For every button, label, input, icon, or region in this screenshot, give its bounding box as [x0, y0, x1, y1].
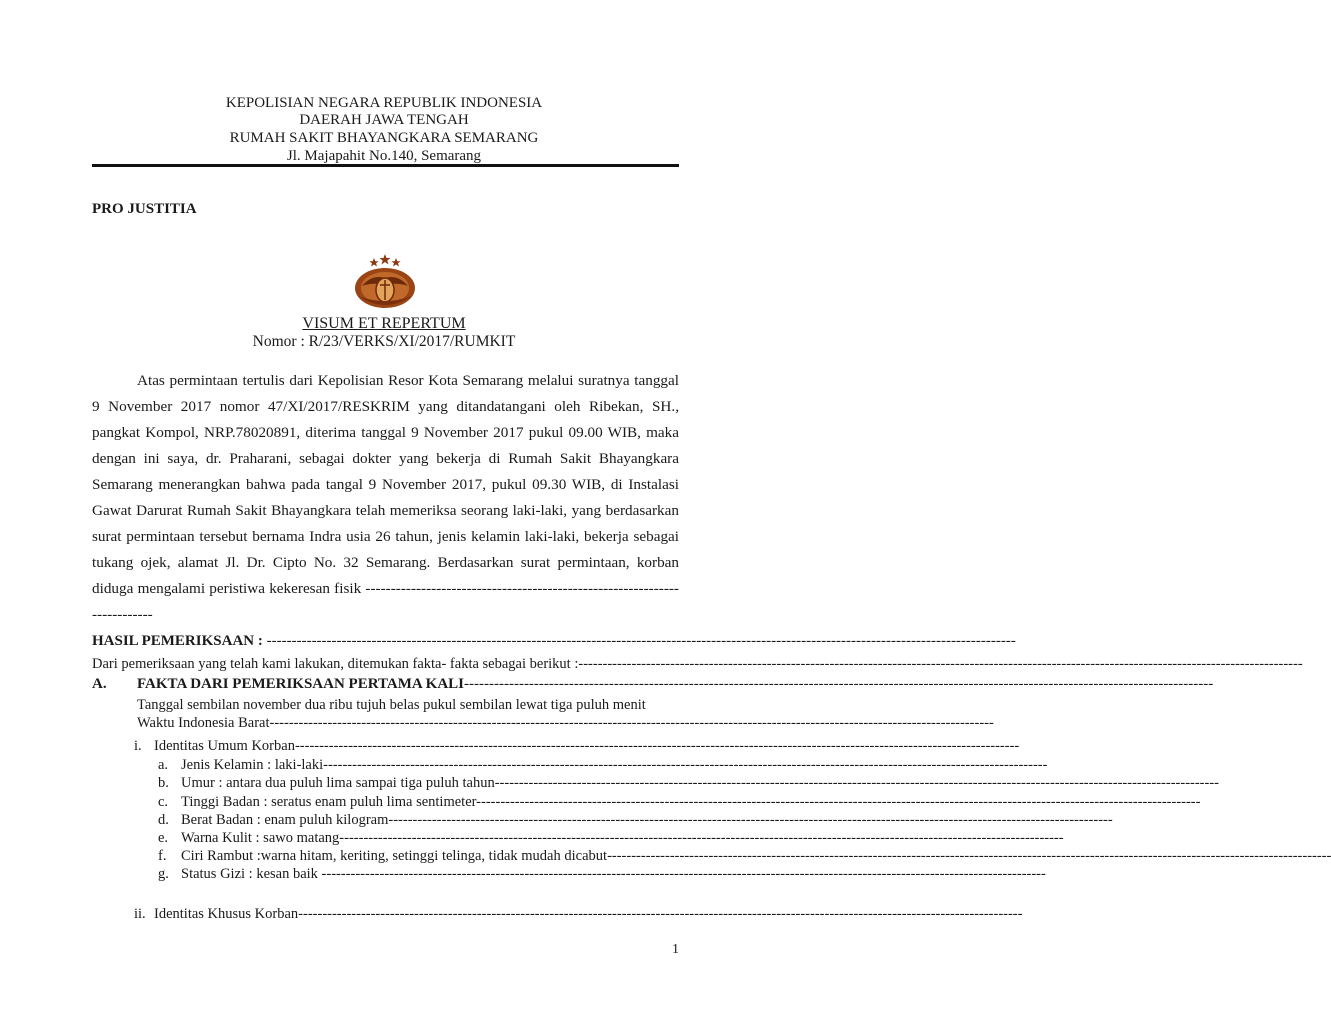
document-number: Nomor : R/23/VERKS/XI/2017/RUMKIT [252, 333, 516, 350]
identitas-umum-label: Identitas Umum Korban [154, 738, 295, 754]
section-a-title: FAKTA DARI PEMERIKSAAN PERTAMA KALI [137, 676, 464, 692]
list-item-text: Jenis Kelamin : laki-laki [181, 757, 324, 773]
list-item-marker: a. [158, 757, 169, 773]
section-a-marker: A. [92, 676, 107, 692]
header-institution: KEPOLISIAN NEGARA REPUBLIK INDONESIA [225, 95, 543, 111]
header-hospital: RUMAH SAKIT BHAYANGKARA SEMARANG [229, 130, 539, 146]
list-item [181, 847, 675, 865]
list-item [181, 865, 675, 883]
page-number: 1 [672, 942, 679, 957]
list-item-text: Ciri Rambut :warna hitam, keriting, setinggi telinga, tidak mudah dicabut [181, 848, 608, 864]
list-item-text: Warna Kulit : sawo matang [181, 830, 340, 846]
hasil-intro-line [92, 655, 679, 673]
list-item-text: Umur : antara dua puluh lima sampai tiga puluh tahun [181, 775, 495, 791]
list-item [181, 829, 679, 847]
section-a-title-line [137, 675, 679, 693]
header-divider [92, 164, 679, 167]
list-item-text: Tinggi Badan : seratus enam puluh lima sentimeter [181, 794, 477, 810]
identitas-khusus-row [154, 905, 675, 923]
opening-paragraph: Atas permintaan tertulis dari Kepolisian Resor Kota Semarang melalui suratnya tanggal 9 November 2017 nomor 47/XI/2017/RESKRIM yang ditandatangani oleh Ribekan, SH., pangkat Kompol, NRP.78020891, diterima tanggal 9 November 2017 pukul 09.00 WIB, maka dengan ini saya, dr. Praharani, sebagai dokter yang bekerja di Rumah Sakit Bhayangkara Semarang menerangkan bahwa pada tangal 9 November 2017, pukul 09.30 WIB, di Instalasi Gawat Darurat Rumah Sakit Bhayangkara telah memeriksa seorang laki-laki, yang berdasarkan surat permintaan tersebut bernama Indra usia 26 tahun, jenis kelamin laki-laki, bekerja sebagai tukang ojek, alamat Jl. Dr. Cipto No. 32 Semarang. Berdasarkan surat permintaan, korban diduga mengalami peristiwa kekeresan fisik -------------------------------------------------------------------------- [92, 372, 679, 623]
header-address: Jl. Majapahit No.140, Semarang [286, 148, 482, 164]
document-title: VISUM ET REPERTUM [302, 315, 466, 332]
hasil-heading-line [92, 632, 679, 650]
identitas-khusus-marker: ii. [134, 906, 146, 922]
list-item-marker: c. [158, 794, 169, 810]
hasil-intro: Dari pemeriksaan yang telah kami lakukan, ditemukan fakta- fakta sebagai berikut : [92, 656, 579, 672]
section-a-line2-row [137, 714, 679, 732]
list-item-text: Status Gizi : kesan baik [181, 866, 322, 882]
pro-justitia-label: PRO JUSTITIA [92, 201, 197, 217]
list-item-marker: d. [158, 812, 169, 828]
list-item-marker: f. [158, 848, 167, 864]
list-item [181, 756, 679, 774]
identitas-umum-row [154, 737, 679, 755]
list-item-text: Berat Badan : enam puluh kilogram [181, 812, 389, 828]
opening-paragraph-text: Atas permintaan tertulis dari Kepolisian Resor Kota Semarang melalui suratnya tanggal 9 November 2017 nomor 47/XI/2017/RESKRIM yang ditandatangani oleh Ribekan, SH., pangkat Kompol, NRP.78020891, diterima tanggal 9 November 2017 pukul 09.00 WIB, maka dengan ini saya, dr. Praharani, sebagai dokter yang bekerja di Rumah Sakit Bhayangkara Semarang menerangkan bahwa pada tangal 9 November 2017, pukul 09.30 WIB, di Instalasi Gawat Darurat Rumah Sakit Bhayangkara telah memeriksa seorang laki-laki, yang berdasarkan surat permintaan tersebut bernama Indra usia 26 tahun, jenis kelamin laki-laki, bekerja sebagai tukang ojek, alamat Jl. Dr. Cipto No. 32 Semarang. Berdasarkan surat permintaan, korban diduga mengalami peristiwa kekeresan fisik [92, 372, 679, 597]
hasil-heading: HASIL PEMERIKSAAN : [92, 633, 263, 649]
list-item [181, 793, 675, 811]
police-emblem-icon [352, 252, 418, 312]
identitas-umum-marker: i. [134, 738, 142, 754]
list-item-marker: e. [158, 830, 169, 846]
section-a-line2: Waktu Indonesia Barat [137, 715, 270, 731]
list-item [181, 811, 679, 829]
header-region: DAERAH JAWA TENGAH [299, 112, 469, 128]
list-item-marker: b. [158, 775, 169, 791]
identitas-khusus-label: Identitas Khusus Korban [154, 906, 299, 922]
list-item [181, 774, 679, 792]
list-item-marker: g. [158, 866, 169, 882]
section-a-line1: Tanggal sembilan november dua ribu tujuh belas pukul sembilan lewat tiga puluh menit [137, 697, 646, 713]
